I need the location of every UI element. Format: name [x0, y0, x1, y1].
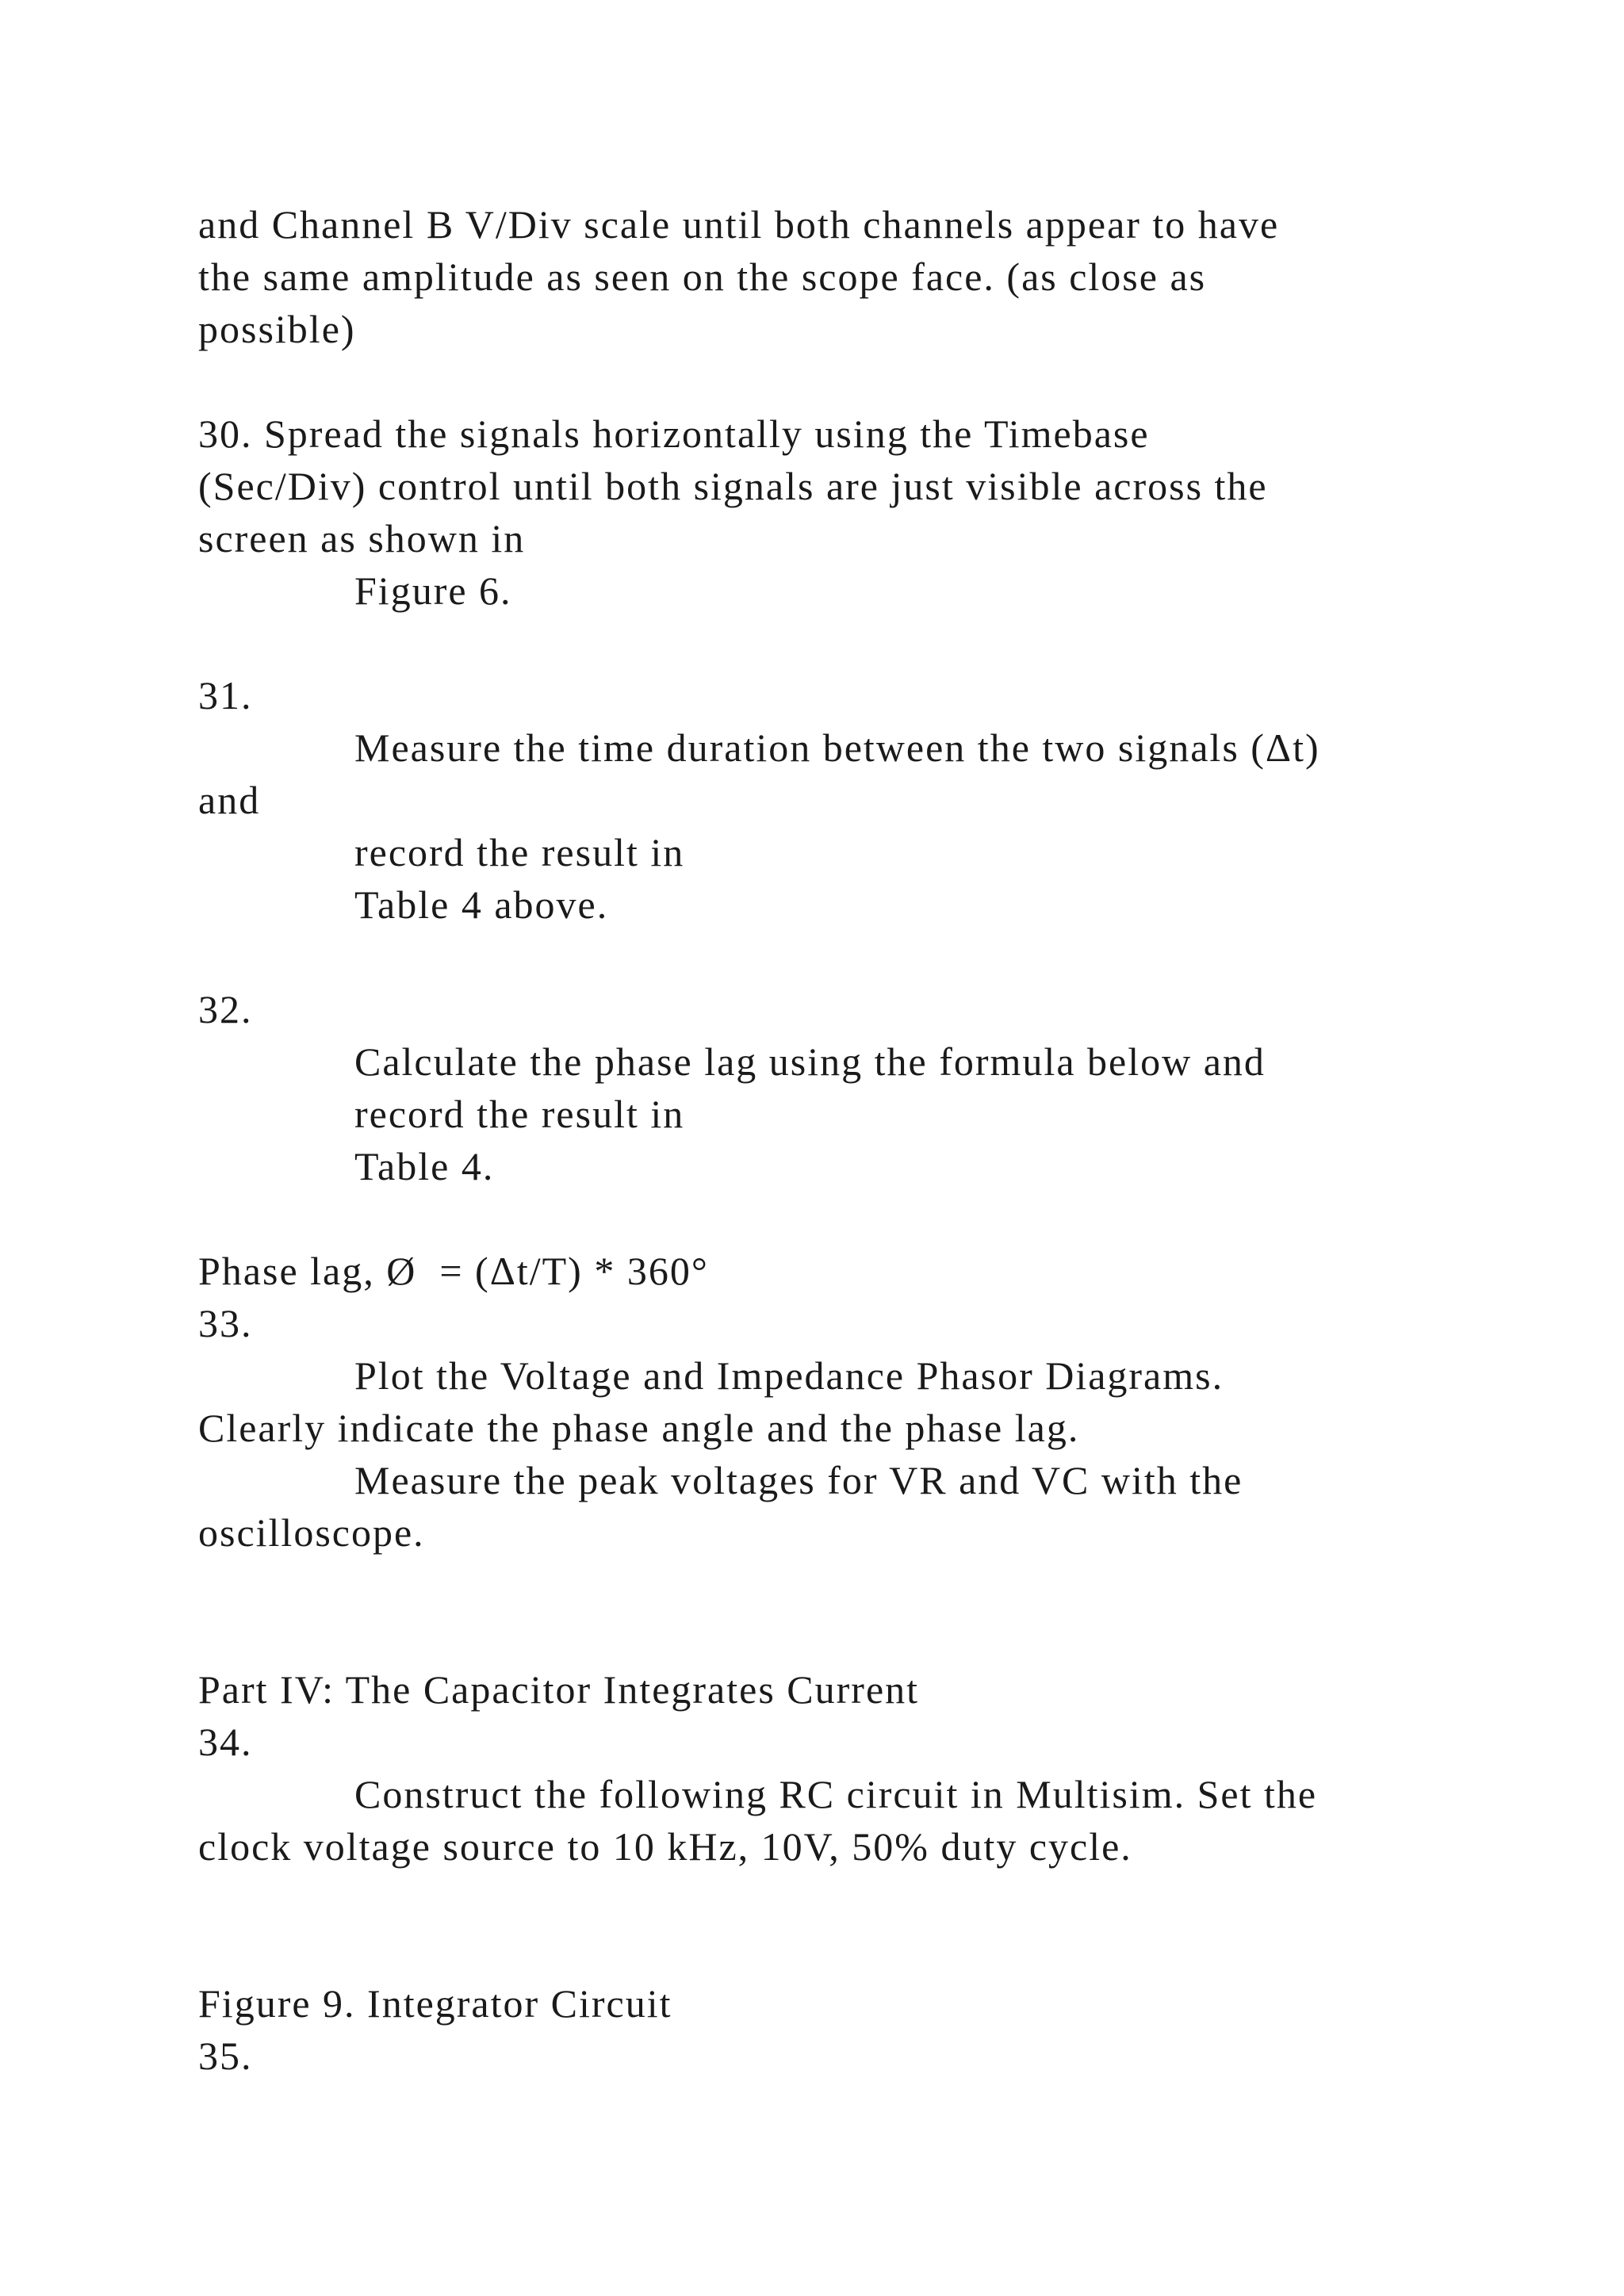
text-line: Clearly indicate the phase angle and the phase lag. [198, 1406, 1080, 1450]
text-line: Measure the peak voltages for VR and VC with the [354, 1458, 1243, 1502]
text-line: Calculate the phase lag using the formula below and [354, 1039, 1266, 1084]
text-line: Plot the Voltage and Impedance Phasor Diagrams. [354, 1353, 1224, 1398]
section-heading: Part IV: The Capacitor Integrates Current [198, 1667, 920, 1712]
text-line: clock voltage source to 10 kHz, 10V, 50% duty cycle. [198, 1824, 1132, 1869]
text-line: screen as shown in [198, 516, 526, 561]
figure-reference: Figure 6. [354, 568, 512, 613]
step-number-33: 33. [198, 1301, 253, 1345]
step-number-31: 31. [198, 673, 253, 718]
text-line: possible) [198, 307, 356, 351]
text-line: oscilloscope. [198, 1510, 425, 1555]
table-reference: Table 4 above. [354, 882, 609, 927]
text-line: record the result in [354, 1092, 685, 1136]
text-line: record the result in [354, 830, 685, 874]
phase-lag-formula: Phase lag, Ø = (Δt/T) * 360° [198, 1249, 709, 1293]
step-number-32: 32. [198, 987, 253, 1031]
text-line: Measure the time duration between the two signals (Δt) [354, 725, 1320, 770]
step-number-34: 34. [198, 1720, 253, 1764]
step-number-35: 35. [198, 2034, 253, 2078]
table-reference: Table 4. [354, 1144, 495, 1188]
text-line: (Sec/Div) control until both signals are just visible across the [198, 464, 1268, 508]
figure-caption: Figure 9. Integrator Circuit [198, 1981, 672, 2026]
step-30-text: 30. Spread the signals horizontally using the Timebase [198, 411, 1150, 456]
text-line: the same amplitude as seen on the scope face. (as close as [198, 254, 1207, 299]
text-line: Construct the following RC circuit in Multisim. Set the [354, 1772, 1318, 1816]
text-line: and Channel B V/Div scale until both channels appear to have [198, 202, 1280, 247]
text-line: and [198, 778, 261, 822]
